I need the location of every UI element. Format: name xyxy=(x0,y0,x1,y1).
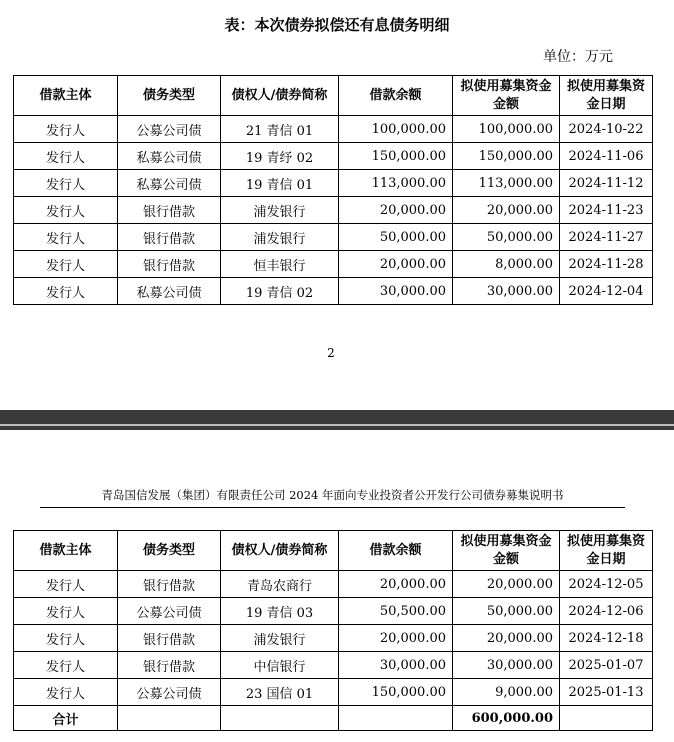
debt-type-cell: 银行借款 xyxy=(118,625,221,652)
balance-cell: 50,000.00 xyxy=(339,224,453,251)
table-header-row xyxy=(14,531,653,571)
table-row xyxy=(14,251,653,278)
creditor-cell: 浦发银行 xyxy=(221,197,339,224)
document-running-header: 青岛国信发展（集团）有限责任公司 2024 年面向专业投资者公开发行公司债券募集说明书 xyxy=(40,487,625,508)
creditor-cell: 19 青纾 02 xyxy=(221,143,339,170)
creditor-cell: 青岛农商行 xyxy=(221,571,339,598)
creditor-cell: 浦发银行 xyxy=(221,625,339,652)
header-planned-amount: 拟使用募集资金金额 xyxy=(453,76,560,116)
debt-table-part2 xyxy=(13,530,653,731)
header-balance: 借款余额 xyxy=(339,76,453,116)
creditor-cell: 19 青信 03 xyxy=(221,598,339,625)
planned-amount-cell: 100,000.00 xyxy=(453,116,560,143)
debt-type-cell: 银行借款 xyxy=(118,197,221,224)
table-row xyxy=(14,278,653,305)
balance-cell: 20,000.00 xyxy=(339,625,453,652)
table-row xyxy=(14,679,653,706)
creditor-cell: 19 青信 01 xyxy=(221,170,339,197)
balance-cell: 20,000.00 xyxy=(339,197,453,224)
total-label: 合计 xyxy=(14,706,118,731)
planned-date-cell: 2024-11-27 xyxy=(560,224,653,251)
planned-date-cell: 2024-11-12 xyxy=(560,170,653,197)
planned-amount-cell: 50,000.00 xyxy=(453,224,560,251)
planned-date-cell: 2024-12-06 xyxy=(560,598,653,625)
balance-cell: 20,000.00 xyxy=(339,251,453,278)
planned-date-cell: 2024-12-05 xyxy=(560,571,653,598)
borrower-cell: 发行人 xyxy=(14,116,118,143)
planned-amount-cell: 8,000.00 xyxy=(453,251,560,278)
borrower-cell: 发行人 xyxy=(14,278,118,305)
planned-amount-cell: 20,000.00 xyxy=(453,571,560,598)
borrower-cell: 发行人 xyxy=(14,598,118,625)
table-row xyxy=(14,652,653,679)
total-empty-cell xyxy=(118,706,221,731)
planned-date-cell: 2024-12-18 xyxy=(560,625,653,652)
creditor-cell: 23 国信 01 xyxy=(221,679,339,706)
page-number: 2 xyxy=(327,346,335,360)
debt-type-cell: 公募公司债 xyxy=(118,116,221,143)
borrower-cell: 发行人 xyxy=(14,571,118,598)
header-debt-type: 债务类型 xyxy=(118,531,221,571)
header-creditor: 债权人/债券简称 xyxy=(221,76,339,116)
debt-type-cell: 银行借款 xyxy=(118,652,221,679)
borrower-cell: 发行人 xyxy=(14,170,118,197)
table-row xyxy=(14,224,653,251)
borrower-cell: 发行人 xyxy=(14,197,118,224)
header-balance: 借款余额 xyxy=(339,531,453,571)
header-debt-type: 债务类型 xyxy=(118,76,221,116)
header-planned-date: 拟使用募集资金日期 xyxy=(560,531,653,571)
planned-date-cell: 2024-11-06 xyxy=(560,143,653,170)
balance-cell: 20,000.00 xyxy=(339,571,453,598)
page-divider-line xyxy=(0,424,674,426)
creditor-cell: 中信银行 xyxy=(221,652,339,679)
planned-amount-cell: 20,000.00 xyxy=(453,197,560,224)
table-row xyxy=(14,170,653,197)
page-bottom xyxy=(0,430,674,742)
table-header-row xyxy=(14,76,653,116)
planned-date-cell: 2024-11-28 xyxy=(560,251,653,278)
borrower-cell: 发行人 xyxy=(14,143,118,170)
balance-cell: 30,000.00 xyxy=(339,652,453,679)
borrower-cell: 发行人 xyxy=(14,652,118,679)
planned-amount-cell: 30,000.00 xyxy=(453,652,560,679)
table-row xyxy=(14,197,653,224)
debt-type-cell: 私募公司债 xyxy=(118,143,221,170)
creditor-cell: 恒丰银行 xyxy=(221,251,339,278)
unit-label: 单位：万元 xyxy=(543,49,613,65)
planned-date-cell: 2024-10-22 xyxy=(560,116,653,143)
total-empty-cell xyxy=(339,706,453,731)
balance-cell: 30,000.00 xyxy=(339,278,453,305)
debt-type-cell: 公募公司债 xyxy=(118,679,221,706)
creditor-cell: 21 青信 01 xyxy=(221,116,339,143)
balance-cell: 150,000.00 xyxy=(339,679,453,706)
planned-amount-cell: 50,000.00 xyxy=(453,598,560,625)
creditor-cell: 19 青信 02 xyxy=(221,278,339,305)
balance-cell: 113,000.00 xyxy=(339,170,453,197)
table-row xyxy=(14,571,653,598)
table-row xyxy=(14,598,653,625)
planned-date-cell: 2025-01-07 xyxy=(560,652,653,679)
planned-date-cell: 2024-12-04 xyxy=(560,278,653,305)
planned-amount-cell: 30,000.00 xyxy=(453,278,560,305)
debt-type-cell: 银行借款 xyxy=(118,571,221,598)
debt-type-cell: 私募公司债 xyxy=(118,278,221,305)
table-row xyxy=(14,625,653,652)
borrower-cell: 发行人 xyxy=(14,625,118,652)
debt-type-cell: 银行借款 xyxy=(118,224,221,251)
planned-date-cell: 2024-11-23 xyxy=(560,197,653,224)
table-row xyxy=(14,143,653,170)
balance-cell: 150,000.00 xyxy=(339,143,453,170)
debt-type-cell: 银行借款 xyxy=(118,251,221,278)
header-planned-date: 拟使用募集资金日期 xyxy=(560,76,653,116)
header-borrower: 借款主体 xyxy=(14,531,118,571)
table-total-row xyxy=(14,706,653,731)
page-divider xyxy=(0,410,674,430)
borrower-cell: 发行人 xyxy=(14,679,118,706)
header-borrower: 借款主体 xyxy=(14,76,118,116)
table-title: 表：本次债券拟偿还有息债务明细 xyxy=(224,16,450,34)
header-planned-amount: 拟使用募集资金金额 xyxy=(453,531,560,571)
creditor-cell: 浦发银行 xyxy=(221,224,339,251)
balance-cell: 100,000.00 xyxy=(339,116,453,143)
total-empty-cell xyxy=(221,706,339,731)
total-amount: 600,000.00 xyxy=(453,706,560,731)
borrower-cell: 发行人 xyxy=(14,224,118,251)
header-creditor: 债权人/债券简称 xyxy=(221,531,339,571)
balance-cell: 50,500.00 xyxy=(339,598,453,625)
debt-type-cell: 私募公司债 xyxy=(118,170,221,197)
planned-amount-cell: 113,000.00 xyxy=(453,170,560,197)
total-empty-cell xyxy=(560,706,653,731)
planned-amount-cell: 9,000.00 xyxy=(453,679,560,706)
planned-amount-cell: 20,000.00 xyxy=(453,625,560,652)
debt-type-cell: 公募公司债 xyxy=(118,598,221,625)
debt-table-part1 xyxy=(13,75,653,305)
planned-amount-cell: 150,000.00 xyxy=(453,143,560,170)
table-row xyxy=(14,116,653,143)
planned-date-cell: 2025-01-13 xyxy=(560,679,653,706)
borrower-cell: 发行人 xyxy=(14,251,118,278)
